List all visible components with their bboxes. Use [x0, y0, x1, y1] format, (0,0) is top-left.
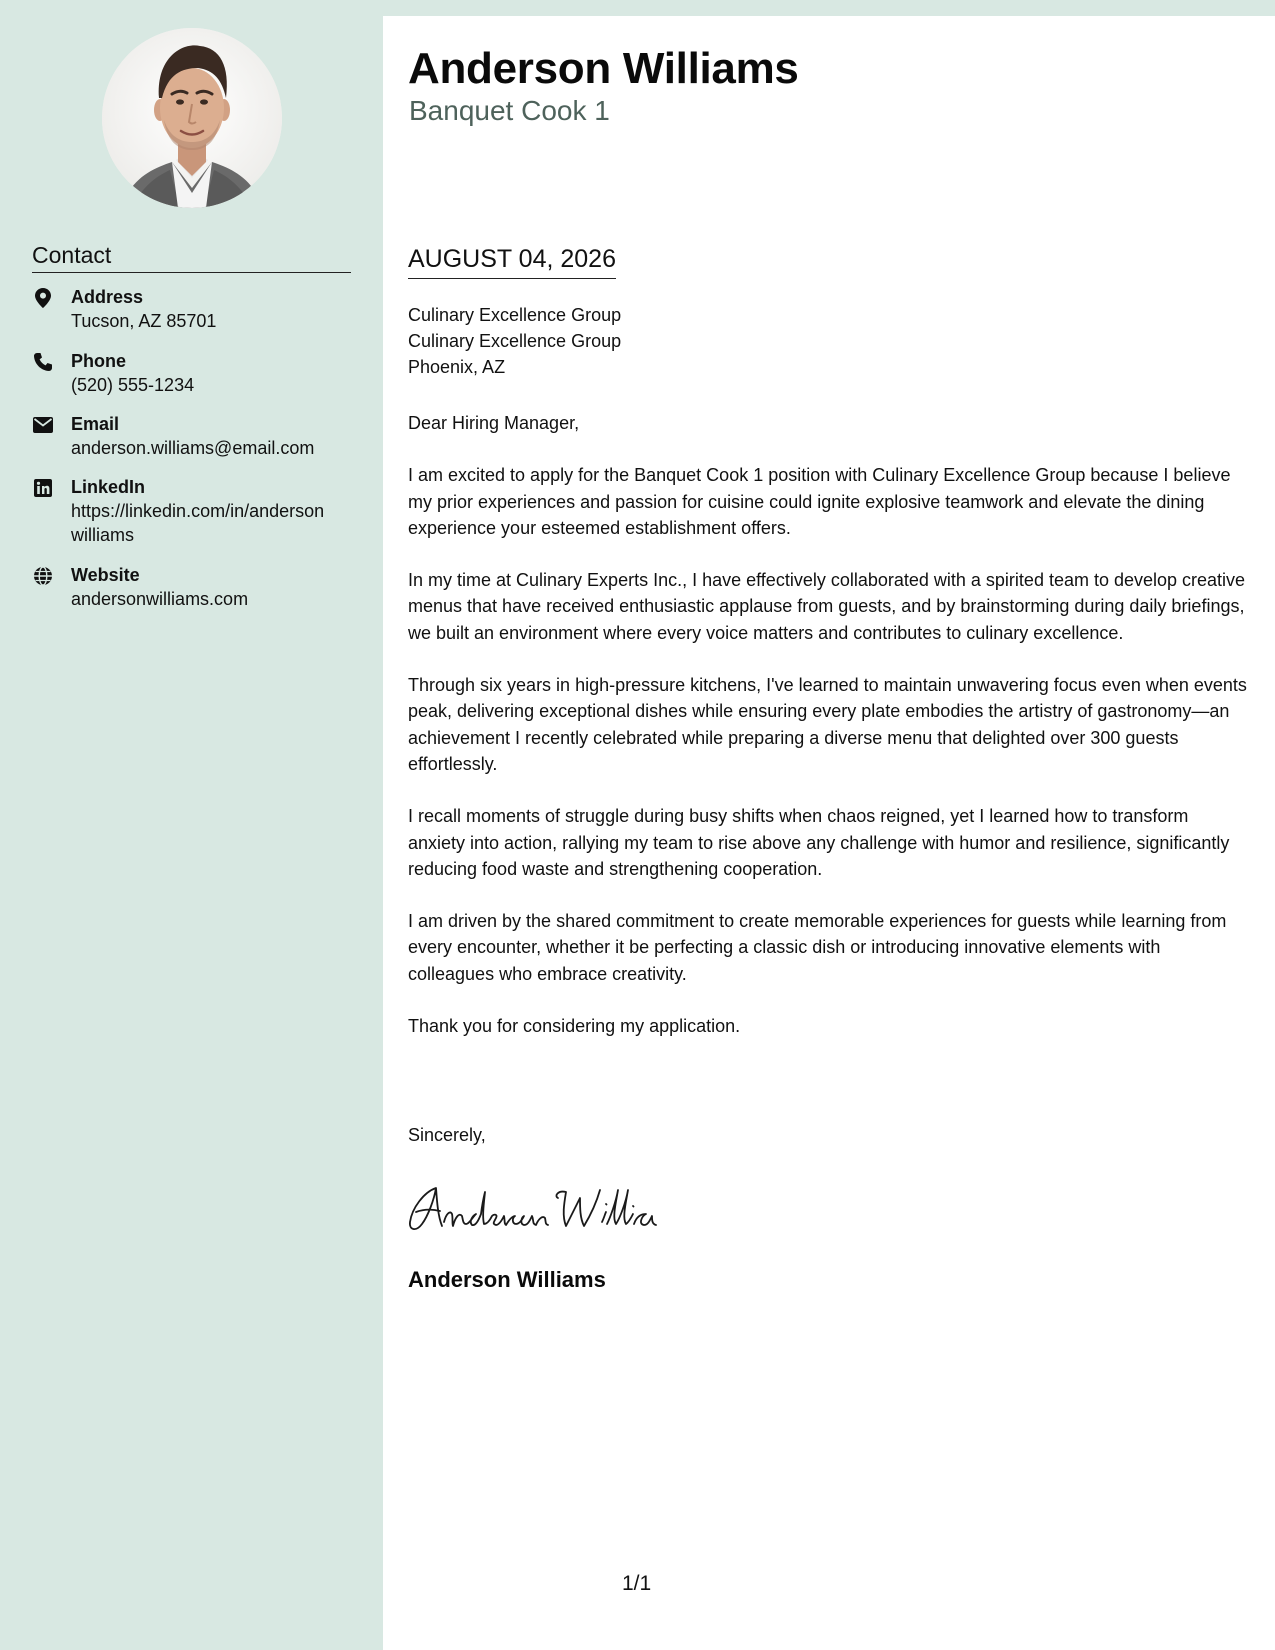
body-paragraph: Through six years in high-pressure kitchens, I've learned to maintain unwavering focus even when events peak, delivering exceptional dishes while ensuring every plate embodies the artistry of gastronomy—an achievement I recently celebrated while preparing a diverse menu that delighted over 300 guests effortlessly.	[408, 675, 1247, 774]
contact-label: Phone	[71, 351, 127, 371]
body-paragraph: I recall moments of struggle during busy shifts when chaos reigned, yet I learned how to transform anxiety into action, rallying my team to rise above any challenge with humor and resilience, significantly reducing food waste and strengthening cooperation.	[408, 806, 1230, 879]
map-pin-icon	[32, 287, 54, 309]
salutation: Dear Hiring Manager,	[408, 413, 580, 433]
recipient-line: Culinary Excellence Group	[408, 305, 622, 325]
profile-photo	[102, 28, 282, 208]
candidate-name: Anderson Williams	[408, 44, 799, 93]
globe-icon	[32, 565, 54, 587]
contact-label: Email	[71, 414, 120, 434]
linkedin-icon	[32, 477, 54, 499]
contact-value: Tucson, AZ 85701	[71, 311, 217, 331]
page-number: 1/1	[622, 1572, 652, 1595]
recipient-line: Phoenix, AZ	[408, 357, 506, 377]
top-band	[383, 0, 1275, 16]
contact-value[interactable]: https://linkedin.com/in/anderson williams	[71, 501, 325, 545]
letter-body	[408, 410, 1248, 1065]
contact-label: LinkedIn	[71, 477, 146, 497]
contact-label: Website	[71, 565, 140, 585]
job-title: Banquet Cook 1	[409, 95, 610, 126]
contact-heading: Contact	[32, 240, 351, 273]
phone-icon	[32, 351, 54, 373]
body-paragraph: In my time at Culinary Experts Inc., I have effectively collaborated with a spirited team to develop creative menus that have received enthusiastic applause from guests, and by brainstorming during daily briefings, we built an environment where every voice matters and contributes to culinary excellence.	[408, 570, 1246, 643]
contact-label: Address	[71, 287, 144, 307]
closing: Sincerely,	[408, 1125, 486, 1145]
body-paragraph: Thank you for considering my application.	[408, 1016, 741, 1037]
recipient-line: Culinary Excellence Group	[408, 331, 622, 351]
signer-name: Anderson Williams	[408, 1267, 606, 1292]
contact-value[interactable]: andersonwilliams.com	[71, 589, 249, 609]
contact-value: (520) 555-1234	[71, 375, 195, 395]
signature	[406, 1178, 696, 1238]
recipient-block	[408, 302, 621, 380]
contact-value[interactable]: anderson.williams@email.com	[71, 438, 315, 458]
envelope-icon	[32, 414, 54, 436]
body-paragraph: I am driven by the shared commitment to create memorable experiences for guests while learning from every encounter, whether it be perfecting a classic dish or introducing innovative elements with colleagues who embrace creativity.	[408, 911, 1227, 984]
letter-date: AUGUST 04, 2026	[408, 242, 616, 279]
body-paragraph: I am excited to apply for the Banquet Cook 1 position with Culinary Excellence Group because I believe my prior experiences and passion for cuisine could ignite explosive teamwork and elevate the dining experience your esteemed establishment offers.	[408, 465, 1231, 538]
